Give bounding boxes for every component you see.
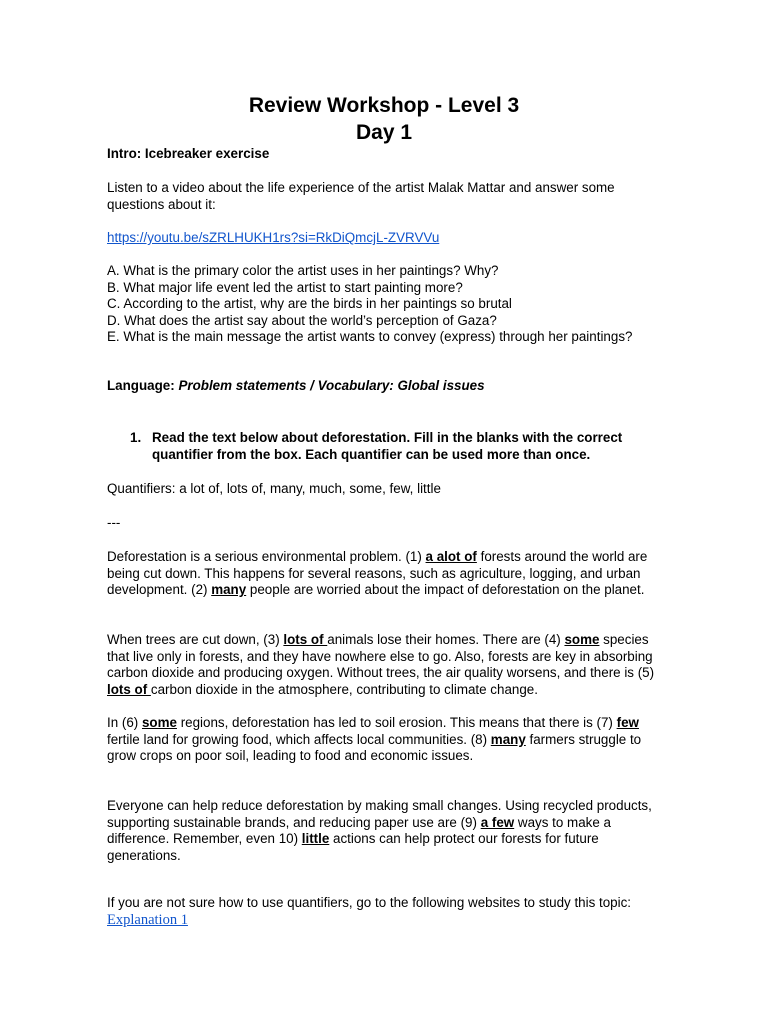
p4-text-b: ways to make a difference. Remember, even 10) — [107, 814, 611, 847]
question-e: E. What is the main message the artist wants to convey (express) through her paintings? — [107, 329, 633, 345]
answer-4: some — [564, 632, 600, 647]
p4-text-a: Everyone can help reduce deforestation by making small changes. Using recycled products, supporting sustainable brands, and reducing paper use are (9) — [107, 798, 652, 830]
p2-text-b: animals lose their homes. There are (4) — [327, 632, 565, 647]
video-link-paragraph — [107, 230, 662, 247]
question-b: B. What major life event led the artist to start painting more? — [107, 279, 463, 295]
language-label: Language: — [107, 378, 175, 393]
answer-3: lots of — [283, 632, 328, 647]
paragraph-4 — [107, 798, 652, 864]
paragraph-2 — [107, 632, 659, 698]
answer-1: a alot of — [425, 549, 477, 564]
explanation-link-paragraph — [107, 912, 662, 929]
title-line-2: Day 1 — [355, 121, 413, 144]
question-d: D. What does the artist say about the world’s perception of Gaza? — [107, 312, 497, 328]
intro-heading: Intro: Icebreaker exercise — [107, 146, 270, 161]
answer-7: few — [616, 715, 639, 730]
footer-note: If you are not sure how to use quantifiers, go to the following websites to study this topic: — [107, 895, 632, 910]
language-line — [107, 378, 662, 395]
question-a: A. What is the primary color the artist uses in her paintings? Why? — [107, 263, 499, 278]
exercise-number: 1. — [130, 430, 142, 445]
p3-text-c: fertile land for growing food, which affects local communities. (8) — [107, 731, 491, 747]
answer-8: many — [490, 731, 526, 747]
page-title — [0, 92, 768, 146]
answer-6: some — [141, 715, 177, 730]
answer-5: lots of — [107, 681, 151, 697]
video-link[interactable]: https://youtu.be/sZRLHUKH1rs?si=RkDiQmcjL-ZVRVVu — [107, 230, 440, 245]
answer-9: a few — [480, 814, 515, 830]
p1-text-a: Deforestation is a serious environmental problem. (1) — [107, 549, 426, 564]
question-c: C. According to the artist, why are the birds in her paintings so brutal — [107, 296, 512, 312]
answer-10: little — [301, 831, 330, 847]
p3-text-b: regions, deforestation has led to soil erosion. This means that there is (7) — [176, 715, 617, 730]
paragraph-3 — [107, 715, 659, 765]
answer-2: many — [211, 582, 247, 598]
exercise-instruction: Read the text below about deforestation. Fill in the blanks with the correct quantifier from the box. Each quantifier can be used more than once. — [152, 430, 623, 462]
language-topic: Problem statements / Vocabulary: Global issues — [178, 378, 485, 393]
question-list — [107, 263, 707, 346]
p2-text-c: species that live only in forests, and they have nowhere else to go. Also, forests are key in absorbing carbon dioxide and producing oxygen. Without trees, the air quality worsens, and there is (5) — [107, 632, 655, 681]
p1-text-c: people are worried about the impact of deforestation on the planet. — [246, 582, 645, 598]
intro-instructions: Listen to a video about the life experience of the artist Malak Mattar and answer some questions about it: — [107, 180, 615, 212]
p3-text-d: farmers struggle to grow crops on poor soil, leading to food and economic issues. — [107, 731, 642, 764]
paragraph-1 — [107, 549, 659, 599]
explanation-link[interactable]: Explanation 1 — [107, 912, 188, 928]
p2-text-d: carbon dioxide in the atmosphere, contributing to climate change. — [150, 681, 538, 697]
title-line-1: Review Workshop - Level 3 — [248, 94, 520, 117]
quantifiers-box: Quantifiers: a lot of, lots of, many, much, some, few, little — [107, 481, 441, 496]
p1-text-b: forests around the world are being cut down. This happens for several reasons, such as agriculture, logging, and urban development. (2) — [107, 549, 648, 598]
separator: --- — [107, 515, 121, 530]
p3-text-a: In (6) — [107, 715, 142, 730]
p2-text-a: When trees are cut down, (3) — [107, 632, 284, 647]
p4-text-c: actions can help protect our forests for future generations. — [107, 831, 599, 863]
